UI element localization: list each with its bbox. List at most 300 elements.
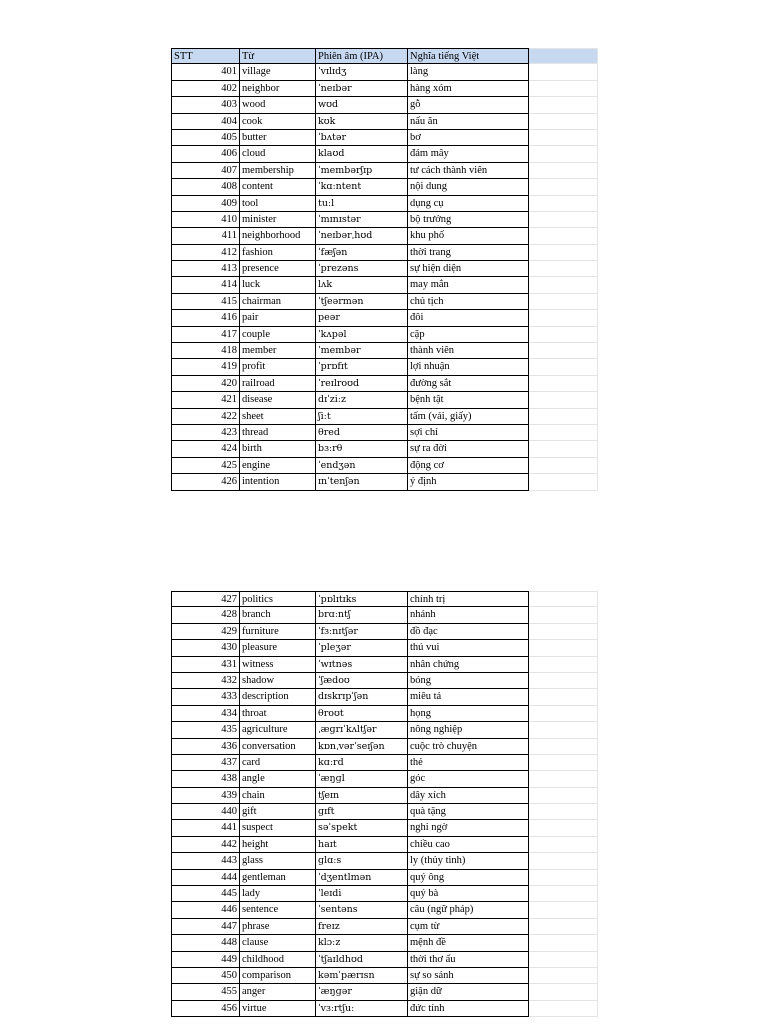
- stt-cell[interactable]: 411: [171, 228, 240, 244]
- ipa-cell[interactable]: ˈvɜːrtʃuː: [316, 1001, 408, 1017]
- table-row: [171, 114, 598, 130]
- word-cell[interactable]: chairman: [240, 294, 316, 310]
- empty-cell[interactable]: [529, 228, 598, 244]
- empty-cell[interactable]: [529, 425, 598, 441]
- stt-cell[interactable]: 406: [171, 146, 240, 162]
- word-cell[interactable]: fashion: [240, 245, 316, 261]
- meaning-cell[interactable]: nhánh: [408, 607, 529, 623]
- stt-cell[interactable]: 437: [171, 755, 240, 771]
- meaning-cell[interactable]: chủ tịch: [408, 294, 529, 310]
- ipa-cell[interactable]: ɡɪft: [316, 804, 408, 820]
- word-cell[interactable]: throat: [240, 706, 316, 722]
- stt-cell[interactable]: 434: [171, 706, 240, 722]
- ipa-cell[interactable]: ˈpleʒər: [316, 640, 408, 656]
- ipa-cell[interactable]: ˈkɑːntent: [316, 179, 408, 195]
- stt-cell[interactable]: 416: [171, 310, 240, 326]
- meaning-cell[interactable]: ý định: [408, 474, 529, 490]
- meaning-cell[interactable]: tư cách thành viên: [408, 163, 529, 179]
- stt-cell[interactable]: 449: [171, 952, 240, 968]
- header-stt[interactable]: STT: [171, 48, 240, 64]
- word-cell[interactable]: railroad: [240, 376, 316, 392]
- meaning-cell[interactable]: đường sắt: [408, 376, 529, 392]
- empty-cell[interactable]: [529, 327, 598, 343]
- meaning-cell[interactable]: chính trị: [408, 591, 529, 607]
- word-cell[interactable]: minister: [240, 212, 316, 228]
- word-cell[interactable]: birth: [240, 441, 316, 457]
- empty-cell[interactable]: [529, 261, 598, 277]
- empty-cell[interactable]: [529, 474, 598, 490]
- empty-cell[interactable]: [529, 458, 598, 474]
- word-cell[interactable]: height: [240, 837, 316, 853]
- empty-cell[interactable]: [529, 359, 598, 375]
- word-cell[interactable]: gentleman: [240, 870, 316, 886]
- empty-cell[interactable]: [529, 146, 598, 162]
- word-cell[interactable]: witness: [240, 657, 316, 673]
- stt-cell[interactable]: 424: [171, 441, 240, 457]
- word-cell[interactable]: branch: [240, 607, 316, 623]
- empty-cell[interactable]: [529, 706, 598, 722]
- stt-cell[interactable]: 428: [171, 607, 240, 623]
- meaning-cell[interactable]: đồ đạc: [408, 624, 529, 640]
- meaning-cell[interactable]: bóng: [408, 673, 529, 689]
- stt-cell[interactable]: 413: [171, 261, 240, 277]
- table-row: [171, 870, 598, 886]
- table-row: [171, 640, 598, 656]
- meaning-cell[interactable]: hàng xóm: [408, 81, 529, 97]
- word-cell[interactable]: glass: [240, 853, 316, 869]
- word-cell[interactable]: comparison: [240, 968, 316, 984]
- stt-cell[interactable]: 421: [171, 392, 240, 408]
- word-cell[interactable]: wood: [240, 97, 316, 113]
- empty-cell[interactable]: [529, 343, 598, 359]
- meaning-cell[interactable]: sự ra đời: [408, 441, 529, 457]
- meaning-cell[interactable]: nấu ăn: [408, 114, 529, 130]
- stt-cell[interactable]: 427: [171, 591, 240, 607]
- ipa-cell[interactable]: ˈneɪbərˌhʊd: [316, 228, 408, 244]
- word-cell[interactable]: description: [240, 689, 316, 705]
- stt-cell[interactable]: 422: [171, 409, 240, 425]
- empty-cell[interactable]: [529, 853, 598, 869]
- word-cell[interactable]: shadow: [240, 673, 316, 689]
- meaning-cell[interactable]: quý ông: [408, 870, 529, 886]
- meaning-cell[interactable]: thú vui: [408, 640, 529, 656]
- stt-cell[interactable]: 402: [171, 81, 240, 97]
- empty-cell[interactable]: [529, 952, 598, 968]
- stt-cell[interactable]: 442: [171, 837, 240, 853]
- word-cell[interactable]: sentence: [240, 902, 316, 918]
- table-row: [171, 591, 598, 607]
- table-row: [171, 902, 598, 918]
- word-cell[interactable]: gift: [240, 804, 316, 820]
- empty-cell[interactable]: [529, 294, 598, 310]
- ipa-cell[interactable]: ˌæɡrɪˈkʌltʃər: [316, 722, 408, 738]
- empty-cell[interactable]: [529, 673, 598, 689]
- stt-cell[interactable]: 446: [171, 902, 240, 918]
- stt-cell[interactable]: 412: [171, 245, 240, 261]
- ipa-cell[interactable]: ɡlɑːs: [316, 853, 408, 869]
- table-row: [171, 474, 598, 490]
- empty-cell[interactable]: [529, 97, 598, 113]
- stt-cell[interactable]: 425: [171, 458, 240, 474]
- word-cell[interactable]: neighborhood: [240, 228, 316, 244]
- empty-cell[interactable]: [529, 607, 598, 623]
- word-cell[interactable]: furniture: [240, 624, 316, 640]
- empty-cell[interactable]: [529, 804, 598, 820]
- table-row: [171, 146, 598, 162]
- table-row: [171, 853, 598, 869]
- ipa-cell[interactable]: ˈtʃaɪldhʊd: [316, 952, 408, 968]
- meaning-cell[interactable]: quà tặng: [408, 804, 529, 820]
- ipa-cell[interactable]: ˈtʃeərmən: [316, 294, 408, 310]
- stt-cell[interactable]: 443: [171, 853, 240, 869]
- table-row: [171, 788, 598, 804]
- table-row: [171, 1001, 598, 1017]
- table-row: [171, 984, 598, 1000]
- empty-cell[interactable]: [529, 722, 598, 738]
- stt-cell[interactable]: 447: [171, 919, 240, 935]
- meaning-cell[interactable]: cụm từ: [408, 919, 529, 935]
- ipa-cell[interactable]: ˈleɪdi: [316, 886, 408, 902]
- ipa-cell[interactable]: ˈmɪnɪstər: [316, 212, 408, 228]
- empty-cell[interactable]: [529, 114, 598, 130]
- meaning-cell[interactable]: bệnh tật: [408, 392, 529, 408]
- word-cell[interactable]: angle: [240, 771, 316, 787]
- table-row: [171, 804, 598, 820]
- meaning-cell[interactable]: thời trang: [408, 245, 529, 261]
- empty-cell[interactable]: [529, 640, 598, 656]
- table-row: [171, 935, 598, 951]
- stt-cell[interactable]: 414: [171, 277, 240, 293]
- meaning-cell[interactable]: động cơ: [408, 458, 529, 474]
- ipa-cell[interactable]: ˈkʌpəl: [316, 327, 408, 343]
- meaning-cell[interactable]: cặp: [408, 327, 529, 343]
- ipa-cell[interactable]: bɜːrθ: [316, 441, 408, 457]
- meaning-cell[interactable]: khu phố: [408, 228, 529, 244]
- word-cell[interactable]: intention: [240, 474, 316, 490]
- empty-cell[interactable]: [529, 163, 598, 179]
- empty-cell[interactable]: [529, 591, 598, 607]
- word-cell[interactable]: membership: [240, 163, 316, 179]
- ipa-cell[interactable]: ˈendʒən: [316, 458, 408, 474]
- stt-cell[interactable]: 438: [171, 771, 240, 787]
- meaning-cell[interactable]: cuộc trò chuyện: [408, 739, 529, 755]
- ipa-cell[interactable]: haɪt: [316, 837, 408, 853]
- table-row: [171, 130, 598, 146]
- table-row: [171, 919, 598, 935]
- meaning-cell[interactable]: đôi: [408, 310, 529, 326]
- ipa-cell[interactable]: dɪskrɪpˈʃən: [316, 689, 408, 705]
- word-cell[interactable]: sheet: [240, 409, 316, 425]
- ipa-cell[interactable]: ˈdʒentlmən: [316, 870, 408, 886]
- word-cell[interactable]: disease: [240, 392, 316, 408]
- word-cell[interactable]: profit: [240, 359, 316, 375]
- meaning-cell[interactable]: sự so sánh: [408, 968, 529, 984]
- meaning-cell[interactable]: thời thơ ấu: [408, 952, 529, 968]
- empty-cell[interactable]: [529, 624, 598, 640]
- stt-cell[interactable]: 433: [171, 689, 240, 705]
- ipa-cell[interactable]: kɒnˌvərˈseɪʃən: [316, 739, 408, 755]
- word-cell[interactable]: cook: [240, 114, 316, 130]
- meaning-cell[interactable]: ly (thủy tinh): [408, 853, 529, 869]
- table-row: [171, 409, 598, 425]
- word-cell[interactable]: suspect: [240, 820, 316, 836]
- ipa-cell[interactable]: ˈsentəns: [316, 902, 408, 918]
- stt-cell[interactable]: 408: [171, 179, 240, 195]
- word-cell[interactable]: conversation: [240, 739, 316, 755]
- empty-cell[interactable]: [529, 984, 598, 1000]
- stt-cell[interactable]: 426: [171, 474, 240, 490]
- ipa-cell[interactable]: tuːl: [316, 196, 408, 212]
- meaning-cell[interactable]: miêu tả: [408, 689, 529, 705]
- table-row: [171, 359, 598, 375]
- ipa-cell[interactable]: dɪˈziːz: [316, 392, 408, 408]
- ipa-cell[interactable]: ˈfæʃən: [316, 245, 408, 261]
- ipa-cell[interactable]: ˈmembərʃɪp: [316, 163, 408, 179]
- ipa-cell[interactable]: ˈbʌtər: [316, 130, 408, 146]
- ipa-cell[interactable]: ˈreɪlroʊd: [316, 376, 408, 392]
- header-meaning[interactable]: Nghĩa tiếng Việt: [408, 48, 529, 64]
- empty-cell[interactable]: [529, 212, 598, 228]
- ipa-cell[interactable]: klaʊd: [316, 146, 408, 162]
- meaning-cell[interactable]: câu (ngữ pháp): [408, 902, 529, 918]
- table-row: [171, 310, 598, 326]
- word-cell[interactable]: virtue: [240, 1001, 316, 1017]
- meaning-cell[interactable]: lợi nhuận: [408, 359, 529, 375]
- meaning-cell[interactable]: may mắn: [408, 277, 529, 293]
- empty-cell[interactable]: [529, 196, 598, 212]
- table-row: [171, 425, 598, 441]
- ipa-cell[interactable]: kʊk: [316, 114, 408, 130]
- meaning-cell[interactable]: thẻ: [408, 755, 529, 771]
- meaning-cell[interactable]: giận dữ: [408, 984, 529, 1000]
- ipa-cell[interactable]: ˈæŋɡər: [316, 984, 408, 1000]
- empty-cell[interactable]: [529, 130, 598, 146]
- ipa-cell[interactable]: ˈpɒlɪtɪks: [316, 591, 408, 607]
- ipa-cell[interactable]: ɪnˈtenʃən: [316, 474, 408, 490]
- empty-cell[interactable]: [529, 1001, 598, 1017]
- meaning-cell[interactable]: nghi ngờ: [408, 820, 529, 836]
- word-cell[interactable]: childhood: [240, 952, 316, 968]
- meaning-cell[interactable]: bơ: [408, 130, 529, 146]
- stt-cell[interactable]: 417: [171, 327, 240, 343]
- word-cell[interactable]: content: [240, 179, 316, 195]
- empty-cell[interactable]: [529, 755, 598, 771]
- empty-cell[interactable]: [529, 886, 598, 902]
- empty-cell[interactable]: [529, 739, 598, 755]
- table-row: [171, 968, 598, 984]
- stt-cell[interactable]: 455: [171, 984, 240, 1000]
- stt-cell[interactable]: 404: [171, 114, 240, 130]
- word-cell[interactable]: pleasure: [240, 640, 316, 656]
- meaning-cell[interactable]: mệnh đề: [408, 935, 529, 951]
- header-word[interactable]: Từ: [240, 48, 316, 64]
- meaning-cell[interactable]: nội dung: [408, 179, 529, 195]
- stt-cell[interactable]: 439: [171, 788, 240, 804]
- ipa-cell[interactable]: ˈneɪbər: [316, 81, 408, 97]
- word-cell[interactable]: engine: [240, 458, 316, 474]
- table-row: [171, 837, 598, 853]
- empty-cell[interactable]: [529, 409, 598, 425]
- ipa-cell[interactable]: ˈprezəns: [316, 261, 408, 277]
- stt-cell[interactable]: 407: [171, 163, 240, 179]
- meaning-cell[interactable]: quý bà: [408, 886, 529, 902]
- stt-cell[interactable]: 420: [171, 376, 240, 392]
- word-cell[interactable]: neighbor: [240, 81, 316, 97]
- ipa-cell[interactable]: lʌk: [316, 277, 408, 293]
- meaning-cell[interactable]: nhân chứng: [408, 657, 529, 673]
- word-cell[interactable]: luck: [240, 277, 316, 293]
- empty-cell[interactable]: [529, 441, 598, 457]
- word-cell[interactable]: agriculture: [240, 722, 316, 738]
- ipa-cell[interactable]: wʊd: [316, 97, 408, 113]
- stt-cell[interactable]: 430: [171, 640, 240, 656]
- empty-cell[interactable]: [529, 870, 598, 886]
- empty-cell[interactable]: [529, 64, 598, 80]
- stt-cell[interactable]: 432: [171, 673, 240, 689]
- meaning-cell[interactable]: góc: [408, 771, 529, 787]
- stt-cell[interactable]: 444: [171, 870, 240, 886]
- ipa-cell[interactable]: ˈfɜːnɪtʃər: [316, 624, 408, 640]
- meaning-cell[interactable]: làng: [408, 64, 529, 80]
- word-cell[interactable]: presence: [240, 261, 316, 277]
- meaning-cell[interactable]: dụng cụ: [408, 196, 529, 212]
- meaning-cell[interactable]: sợi chỉ: [408, 425, 529, 441]
- meaning-cell[interactable]: nông nghiệp: [408, 722, 529, 738]
- stt-cell[interactable]: 441: [171, 820, 240, 836]
- word-cell[interactable]: chain: [240, 788, 316, 804]
- ipa-cell[interactable]: ˈæŋɡl: [316, 771, 408, 787]
- table-row: [171, 163, 598, 179]
- stt-cell[interactable]: 405: [171, 130, 240, 146]
- empty-cell[interactable]: [529, 376, 598, 392]
- stt-cell[interactable]: 440: [171, 804, 240, 820]
- table-row: [171, 607, 598, 623]
- word-cell[interactable]: village: [240, 64, 316, 80]
- table-row: [171, 343, 598, 359]
- table-row: [171, 689, 598, 705]
- ipa-cell[interactable]: θred: [316, 425, 408, 441]
- ipa-cell[interactable]: ˈmembər: [316, 343, 408, 359]
- stt-cell[interactable]: 436: [171, 739, 240, 755]
- table-row: [171, 706, 598, 722]
- ipa-cell[interactable]: kəmˈpærɪsn: [316, 968, 408, 984]
- empty-cell[interactable]: [529, 689, 598, 705]
- word-cell[interactable]: butter: [240, 130, 316, 146]
- table-row: [171, 261, 598, 277]
- stt-cell[interactable]: 448: [171, 935, 240, 951]
- meaning-cell[interactable]: tấm (vải, giấy): [408, 409, 529, 425]
- meaning-cell[interactable]: họng: [408, 706, 529, 722]
- meaning-cell[interactable]: đám mây: [408, 146, 529, 162]
- stt-cell[interactable]: 445: [171, 886, 240, 902]
- table-row: [171, 657, 598, 673]
- stt-cell[interactable]: 415: [171, 294, 240, 310]
- meaning-cell[interactable]: đức tính: [408, 1001, 529, 1017]
- meaning-cell[interactable]: gỗ: [408, 97, 529, 113]
- empty-cell[interactable]: [529, 277, 598, 293]
- meaning-cell[interactable]: dây xích: [408, 788, 529, 804]
- table-row: [171, 722, 598, 738]
- ipa-cell[interactable]: peər: [316, 310, 408, 326]
- table-row: [171, 179, 598, 195]
- empty-cell[interactable]: [529, 245, 598, 261]
- ipa-cell[interactable]: freɪz: [316, 919, 408, 935]
- table-row: [171, 441, 598, 457]
- empty-cell[interactable]: [529, 837, 598, 853]
- stt-cell[interactable]: 423: [171, 425, 240, 441]
- stt-cell[interactable]: 450: [171, 968, 240, 984]
- word-cell[interactable]: lady: [240, 886, 316, 902]
- table-row: [171, 97, 598, 113]
- empty-cell[interactable]: [529, 968, 598, 984]
- table-row: [171, 952, 598, 968]
- meaning-cell[interactable]: bộ trưởng: [408, 212, 529, 228]
- stt-cell[interactable]: 401: [171, 64, 240, 80]
- meaning-cell[interactable]: sự hiện diện: [408, 261, 529, 277]
- ipa-cell[interactable]: ˈprɒfɪt: [316, 359, 408, 375]
- empty-cell[interactable]: [529, 81, 598, 97]
- word-cell[interactable]: member: [240, 343, 316, 359]
- ipa-cell[interactable]: brɑːntʃ: [316, 607, 408, 623]
- table-header-row: [171, 48, 598, 64]
- word-cell[interactable]: couple: [240, 327, 316, 343]
- stt-cell[interactable]: 435: [171, 722, 240, 738]
- ipa-cell[interactable]: θroʊt: [316, 706, 408, 722]
- ipa-cell[interactable]: ˈʃædoʊ: [316, 673, 408, 689]
- empty-cell[interactable]: [529, 179, 598, 195]
- ipa-cell[interactable]: kɑːrd: [316, 755, 408, 771]
- empty-cell[interactable]: [529, 657, 598, 673]
- word-cell[interactable]: cloud: [240, 146, 316, 162]
- ipa-cell[interactable]: səˈspekt: [316, 820, 408, 836]
- stt-cell[interactable]: 410: [171, 212, 240, 228]
- stt-cell[interactable]: 418: [171, 343, 240, 359]
- empty-cell[interactable]: [529, 788, 598, 804]
- word-cell[interactable]: clause: [240, 935, 316, 951]
- table-row: [171, 820, 598, 836]
- empty-cell[interactable]: [529, 771, 598, 787]
- ipa-cell[interactable]: ʃiːt: [316, 409, 408, 425]
- header-ipa[interactable]: Phiên âm (IPA): [316, 48, 408, 64]
- word-cell[interactable]: anger: [240, 984, 316, 1000]
- meaning-cell[interactable]: chiều cao: [408, 837, 529, 853]
- empty-cell[interactable]: [529, 392, 598, 408]
- word-cell[interactable]: phrase: [240, 919, 316, 935]
- meaning-cell[interactable]: thành viên: [408, 343, 529, 359]
- word-cell[interactable]: politics: [240, 591, 316, 607]
- ipa-cell[interactable]: tʃeɪn: [316, 788, 408, 804]
- word-cell[interactable]: tool: [240, 196, 316, 212]
- word-cell[interactable]: pair: [240, 310, 316, 326]
- empty-cell[interactable]: [529, 919, 598, 935]
- stt-cell[interactable]: 429: [171, 624, 240, 640]
- stt-cell[interactable]: 409: [171, 196, 240, 212]
- stt-cell[interactable]: 456: [171, 1001, 240, 1017]
- empty-cell[interactable]: [529, 820, 598, 836]
- word-cell[interactable]: thread: [240, 425, 316, 441]
- stt-cell[interactable]: 419: [171, 359, 240, 375]
- empty-cell[interactable]: [529, 48, 598, 64]
- word-cell[interactable]: card: [240, 755, 316, 771]
- empty-cell[interactable]: [529, 902, 598, 918]
- stt-cell[interactable]: 403: [171, 97, 240, 113]
- ipa-cell[interactable]: ˈwɪtnəs: [316, 657, 408, 673]
- empty-cell[interactable]: [529, 310, 598, 326]
- stt-cell[interactable]: 431: [171, 657, 240, 673]
- ipa-cell[interactable]: klɔːz: [316, 935, 408, 951]
- empty-cell[interactable]: [529, 935, 598, 951]
- ipa-cell[interactable]: ˈvɪlɪdʒ: [316, 64, 408, 80]
